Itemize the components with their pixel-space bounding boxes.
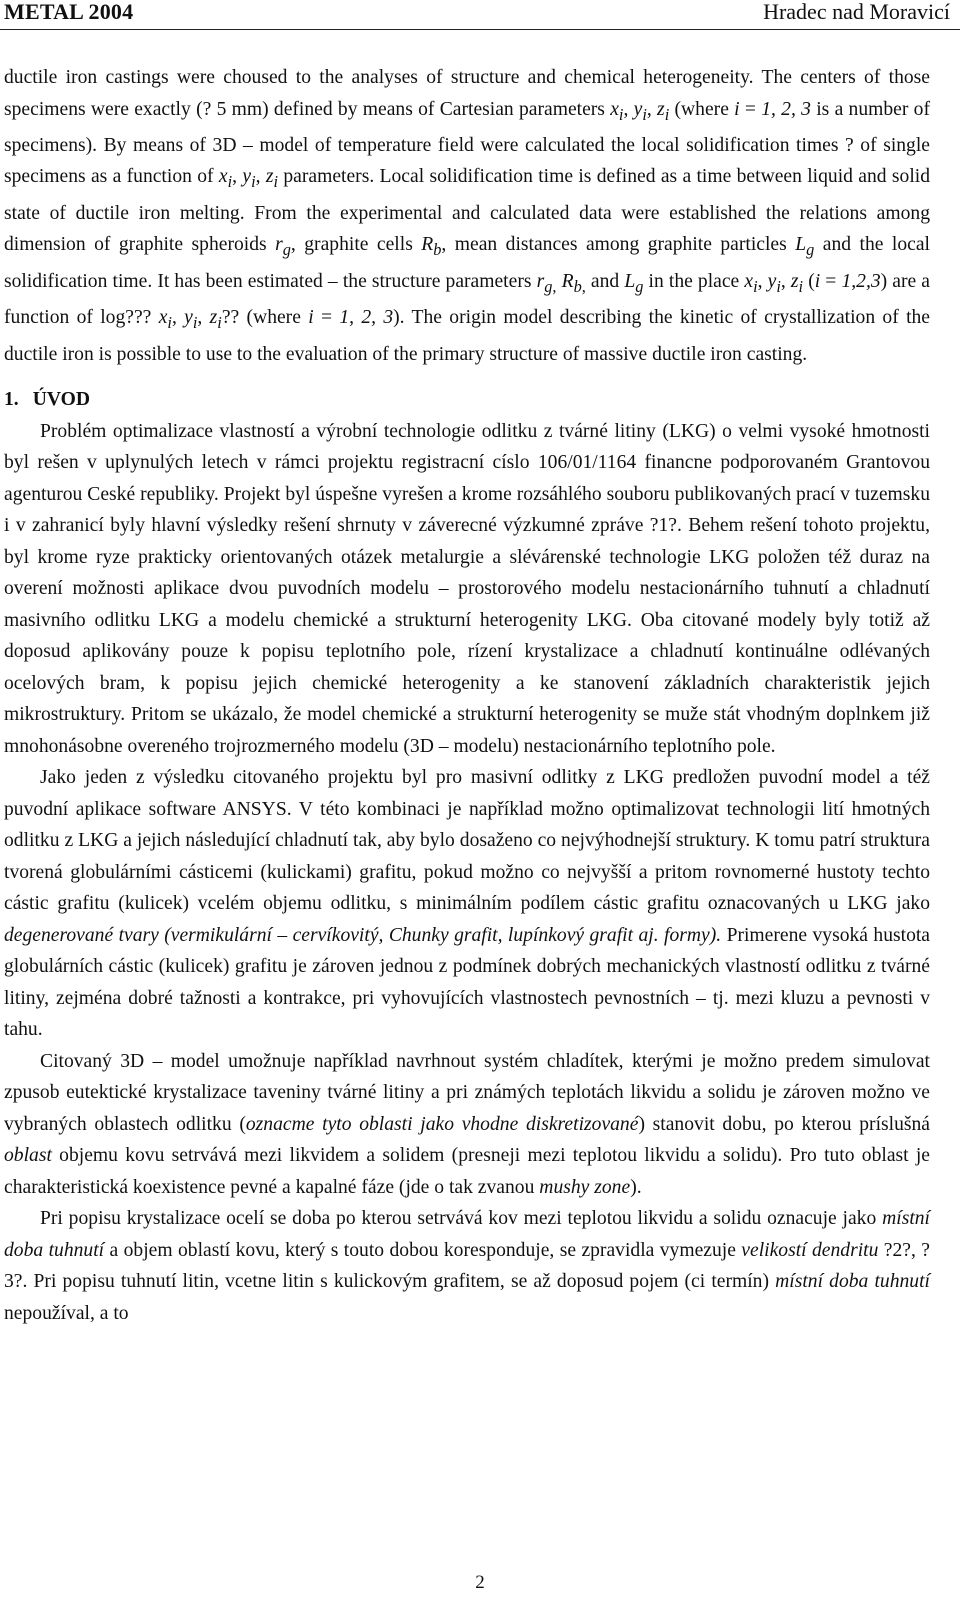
conference-name: METAL 2004 (4, 0, 134, 24)
abstract-paragraph: ductile iron castings were choused to the analyses of structure and chemical heterogeneity. The centers of those specimens were exactly (? 5 mm) defined by means of Cartesian parameters $x_i$, $y_i$, $z_i$ (where i = 1, 2, 3 is a number of specimens). By means of 3D – model of temperature field were calculated the local solidification times ? of single specimens as a function of $x_i$, $y_i$, $z_i$ parameters. Local solidification time is defined as a time between liquid and solid state of ductile iron melting. From the experimental and calculated data were established the relations among dimension of graphite spheroids $r_g$, graphite cells $R_b$, mean distances among graphite particles $L_g$ and the local solidification time. It has been estimated – the structure parameters $r_{g,}$ $R_{b,}$ and $L_g$ in the place $x_i$, $y_i$, $z_i$ (i = 1,2,3) are a function of log??? $x_i$, $y_i$, $z_i$?? (where i = 1, 2, 3). The origin model describing the kinetic of crystallization of the ductile iron is possible to use to the evaluation of the primary structure of massive ductile iron casting. (4, 67, 931, 365)
page-number: 2 (475, 1572, 485, 1593)
section-heading (4, 384, 930, 416)
body-paragraph: Problém optimalizace vlastností a výrobní technologie odlitku z tvárné litiny (LKG) o velmi vysoké hmotnosti byl rešen v uplynulých letech v rámci projektu registracní císlo 106/01/1164 financne podporovaném Grantovou agenturou Ceské republiky. Projekt byl úspešne vyrešen a krome rozsáhlého souboru publikovaných prací v tuzemsku i v zahranicí byly hlavní výsledky rešení shrnuty v záverecné výzkumné zpráve ?1?. Behem rešení tohoto projektu, byl krome ryze prakticky orientovaných otázek metalurgie a slévárenské technologie LKG položen též duraz na overení možnosti aplikace dvou puvodních modelu – prostorového modelu nestacionárního tuhnutí a chladnutí masivního odlitku LKG a modelu chemické a strukturní heterogenity LKG. Oba citované modely byly totiž až doposud aplikovány pouze k popisu teplotního pole, rízení krystalizace a chladnutí kontinuálne odlévaných ocelových bram, k popisu jejich chemické heterogenity a ke stanovení základních charakteristik jejich mikrostruktury. Pritom se ukázalo, že model chemické a strukturní heterogenity se muže stát vhodným doplnkem již mnohonásobne overeného trojrozmerného modelu (3D – modelu) nestacionárního teplotního pole. (4, 420, 930, 757)
body-paragraph: Jako jeden z výsledku citovaného projektu byl pro masivní odlitky z LKG predložen puvodní model a též puvodní aplikace software ANSYS. V této kombinaci je například možno optimalizovat technologii lití hmotných odlitku z LKG a jejich následující chladnutí tak, aby bylo dosaženo co nejvýhodnejší struktury. K tomu patrí struktura tvorená globulárními cásticemi (kulickami) grafitu, pokud možno co nejvyšší a pritom rovnomerné hustoty techto cástic grafitu (kulicek) vcelém objemu odlitku, s minimálním podílem cástic grafitu oznacovaných u LKG jako degenerované tvary (vermikulární – cervíkovitý, Chunky grafit, lupínkový grafit aj. formy). Primerene vysoká hustota globulárních cástic (kulicek) grafitu je zároven jednou z podmínek dobrých mechanických vlastností odlitku z tvárné litiny, zejména dobré tažnosti a kontrakce, pri vyhovujících vlastnostech pevnostních – tj. mezi kluzu a pevnosti v tahu. (4, 767, 931, 1041)
page-body (4, 62, 930, 1329)
conference-location: Hradec nad Moravicí (763, 0, 950, 24)
body-paragraph: Citovaný 3D – model umožnuje například navrhnout systém chladítek, kterými je možno predem simulovat zpusob eutektické krystalizace taveniny tvárné litiny a pri známých teplotách likvidu a solidu je zároven možno ve vybraných oblastech odlitku (oznacme tyto oblasti jako vhodne diskretizované) stanovit dobu, po kterou príslušná oblast objemu kovu setrvává mezi likvidem a solidem (presneji mezi teplotou likvidu a solidu). Pro tuto oblast je charakteristická koexistence pevné a kapalné fáze (jde o tak zvanou mushy zone). (4, 1050, 931, 1198)
section-number: 1. (4, 389, 19, 411)
body-paragraph: Pri popisu krystalizace ocelí se doba po kterou setrvává kov mezi teplotou likvidu a solidu oznacuje jako místní doba tuhnutí a objem oblastí kovu, který s touto dobou koresponduje, se zpravidla vymezuje velikostí dendritu ?2?, ?3?. Pri popisu tuhnutí litin, vcetne litin s kulickovým grafitem, se až doposud pojem (ci termín) místní doba tuhnutí nepoužíval, a to (4, 1208, 930, 1324)
section-title: ÚVOD (32, 389, 91, 411)
page-header (0, 0, 960, 30)
